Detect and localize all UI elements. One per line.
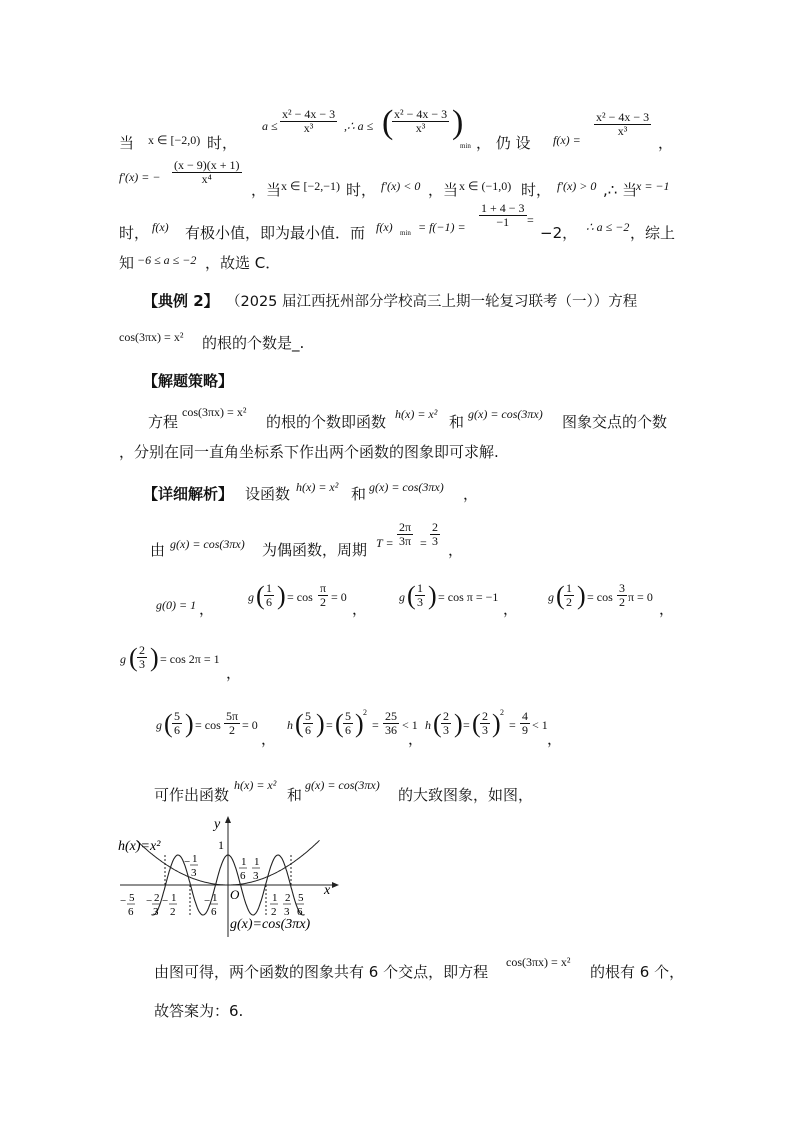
text: 由 [150,541,166,559]
text: 方程 [148,413,179,431]
arg-1-3: $\frac{1}{3}$ [417,581,423,609]
period-T: T = [376,536,394,550]
pi-eq-zero: π = 0 [628,590,653,604]
equals: = [420,536,427,550]
tick-2-3: 2 [285,892,291,904]
g-def: g(x) = cos(3πx) [369,480,444,494]
h-def: h(x) = x² [234,778,277,792]
sep: ， [503,600,519,618]
g-def: g(x) = cos(3πx) [468,407,543,421]
pi-over-2: $\frac{\pi}{2}$ [320,581,327,609]
cos-2pi: = cos 2π = 1 [160,652,220,666]
tick-neg-5-6: − [120,895,127,907]
f-neg1: = f(−1) = [418,220,466,234]
h-def: h(x) = x² [395,407,438,421]
solution-line-1 [0,104,794,154]
text: 设函数 [245,485,291,503]
frac-25-36: $\frac{25}{36}$ [385,709,397,737]
svg-text:5: 5 [129,892,135,904]
left-paren: ( [382,104,394,141]
draw-line [0,778,794,818]
fx: f(x) [152,220,169,234]
text: 和 [287,786,303,804]
sep: ， [261,730,277,748]
tick-neg-1-2: − [162,895,169,907]
y-axis-arrow [225,816,231,823]
tick-neg-1-3-den: 3 [191,867,197,879]
fraction-T: $\frac{2\pi}{3\pi}$ [399,520,412,548]
paren: ( [433,709,442,738]
fraction-fprime: $\frac{(x - 9)(x + 1)}{\text{x⁴}}$ [174,158,240,186]
paren: ( [335,709,344,738]
interval-2: x ∈ (−1,0) [459,179,512,193]
g0: g(0) = 1 [156,598,197,612]
paren: ) [277,581,286,610]
analysis-label: 【详细解析】 [143,485,234,503]
tick-5-6: 5 [298,892,304,904]
svg-text:6: 6 [297,906,303,918]
example-2-line-2 [0,330,794,370]
strategy-label: 【解题策略】 [143,372,234,390]
equation: cos(3πx) = x² [182,405,247,419]
equals: = [463,718,470,732]
g-letter: g [156,718,162,732]
strategy-heading [0,370,794,410]
arg-2-3: $\frac{2}{3}$ [139,643,145,671]
solution-line-3 [0,201,794,248]
paren: ( [407,581,416,610]
tick-neg-1-6: − [204,895,211,907]
square: 2 [500,708,504,717]
therefore-a-le: ,∴ a ≤ [344,119,374,133]
sep: ， [659,600,675,618]
arg-5-6: $\frac{5}{6}$ [174,709,180,737]
fraction-T2: $\frac{2}{3}$ [432,520,438,548]
solution-line-4 [0,249,794,289]
equals: = [372,718,379,732]
solution-line-2 [0,158,794,202]
text: ，当 [251,181,282,199]
y-one-label: 1 [218,838,224,852]
tick-1-3-num: 1 [254,856,260,868]
text: 时， [119,224,150,242]
arg-5-6: $\frac{5}{6}$ [305,709,311,737]
paren: ) [150,643,159,672]
range: −6 ≤ a ≤ −2 [137,253,197,267]
cos-pi: = cos π = −1 [438,590,499,604]
comma: ， [658,134,674,152]
text: 的大致图象，如图， [398,786,534,804]
svg-text:1: 1 [212,892,218,904]
text: ， [463,485,479,503]
tick-1-6-num: 1 [241,856,247,868]
fraction-fmin: $\frac{1 + 4 - 3}{-1}$ [481,201,525,229]
square: 2 [363,708,367,717]
g-label: g(x)=cos(3πx) [230,917,311,932]
g-def: g(x) = cos(3πx) [305,778,380,792]
fprime-pos: f′(x) > 0 [557,179,597,193]
h-letter: h [425,718,431,732]
conclusion-line-1 [0,955,794,995]
tick-1-6-den: 6 [240,870,246,882]
arg-1-6: $\frac{1}{6}$ [266,581,272,609]
value-neg2: −2， [540,224,578,242]
fprime: f′(x) = − [119,170,161,184]
five-pi-halves: $\frac{5\pi}{2}$ [226,709,239,737]
question-text: 的根的个数是_. [202,334,305,352]
equals: = [509,718,516,732]
text: 由图可得，两个函数的图象共有 6 个交点，即方程 [154,963,489,981]
paren: ) [185,709,194,738]
text: ，分别在同一直角坐标系下作出两个函数的图象即可求解. [119,443,499,461]
frac-4-9: $\frac{4}{9}$ [522,709,528,737]
conclusion-line-2 [0,1000,794,1040]
paren: ( [256,581,265,610]
comma: ， [448,541,464,559]
text: ，故选 C． [205,254,281,272]
g-letter: g [248,590,254,604]
equals: = [326,718,333,732]
tick-neg-1-3-num: 1 [192,853,198,865]
sep: ， [226,664,242,682]
svg-text:3: 3 [284,906,290,918]
h-label: h(x)=x² [118,839,161,854]
example-2 [0,290,794,330]
interval-1: x ∈ [−2,−1) [281,179,340,193]
text: 的根有 6 个， [590,963,685,981]
paren: ( [556,581,565,610]
fmin: f(x) [376,220,393,234]
text: 的根的个数即函数 [266,413,387,431]
sep: ， [408,730,424,748]
cos: = cos [287,590,313,604]
text: 时， [346,181,377,199]
tick-neg-1-3: − [184,856,191,868]
tick-1-3-den: 3 [253,870,259,882]
text: ，综上 [630,224,676,242]
svg-text:3: 3 [153,906,159,918]
paren: ) [355,709,364,738]
right-paren: ) [452,104,464,141]
function-graph [110,815,350,940]
analysis-line-2 [0,520,794,565]
text: 图象交点的个数 [562,413,668,431]
fx-def: f(x) = [553,133,581,147]
h-letter: h [287,718,293,732]
subscript-min: min [460,142,471,150]
x-label: x [324,883,331,898]
paren: ) [492,709,501,738]
fraction-3: $\frac{\text{x² − 4x − 3}}{\text{x³}}$ [596,110,650,138]
example-label: 【典例 2】 [143,292,219,310]
text: 有极小值，即为最小值．而 [185,224,366,242]
paren: ( [164,709,173,738]
text-reset: ， 仍 设 [476,134,531,152]
fprime-neg: f′(x) < 0 [381,179,421,193]
svg-text:6: 6 [128,906,134,918]
g-letter: g [120,652,126,666]
three-halves: $\frac{3}{2}$ [619,581,625,609]
fraction-1: $\frac{\text{x² − 4x − 3}}{\text{x³}}$ [282,107,336,135]
text: ，当 [428,181,459,199]
text-shi: 时， [207,134,238,152]
g-letter: g [548,590,554,604]
text: 可作出函数 [154,786,230,804]
y-label: y [214,817,221,832]
ineq-a-le: a ≤ [262,119,278,133]
paren: ( [472,709,481,738]
svg-text:2: 2 [271,906,277,918]
arg-2-3: $\frac{2}{3}$ [443,709,449,737]
equation: cos(3πx) = x² [119,330,184,344]
cos: = cos [195,718,221,732]
sep: ， [199,600,215,618]
paren: ( [129,643,138,672]
less-than-1: < 1 [402,718,418,732]
two-thirds: $\frac{2}{3}$ [482,709,488,737]
less-than-1: < 1 [532,718,548,732]
h-def: h(x) = x² [296,480,339,494]
origin-label: O [230,887,240,902]
paren: ) [428,581,437,610]
analysis-line-1 [0,480,794,520]
text-dang: 当 [119,134,135,152]
text: 和 [449,413,465,431]
arg-1-2: $\frac{1}{2}$ [566,581,572,609]
sep: ， [352,600,368,618]
sep: ， [547,730,563,748]
tick-1-2: 1 [272,892,278,904]
strategy-line-2 [0,441,794,481]
svg-text:6: 6 [211,906,217,918]
paren: ) [577,581,586,610]
text: 时， [521,181,552,199]
equals: = [527,213,534,227]
g-letter: g [399,590,405,604]
equation: cos(3πx) = x² [506,955,571,969]
eq-zero: = 0 [242,718,258,732]
g-def: g(x) = cos(3πx) [170,537,245,551]
cos: = cos [587,590,613,604]
paren: ) [316,709,325,738]
answer: 故答案为：6. [154,1002,244,1020]
five-sixths: $\frac{5}{6}$ [345,709,351,737]
paren: ) [454,709,463,738]
fraction-2: $\frac{\text{x² − 4x − 3}}{\text{x³}}$ [394,107,448,135]
values-row-2 [0,645,794,685]
text: ,∴ 当 [603,181,638,199]
conclusion-a: ∴ a ≤ −2 [586,220,630,234]
subscript-min: min [400,229,411,237]
paren: ( [295,709,304,738]
strategy-line-1 [0,405,794,445]
text: 为偶函数，周期 [262,541,368,559]
x-axis-arrow [332,882,339,888]
tick-neg-2-3: − [146,895,153,907]
svg-text:2: 2 [170,906,176,918]
text: 和 [351,485,367,503]
example-source: （2025 届江西抚州部分学校高三上期一轮复习联考（一））方程 [226,294,638,310]
values-row-1 [0,581,794,625]
text: 知 [119,254,135,272]
svg-text:1: 1 [171,892,177,904]
eq-zero: = 0 [331,590,347,604]
interval-x: x ∈ [−2,0) [148,133,201,147]
svg-text:2: 2 [154,892,160,904]
values-row-3 [0,708,794,752]
x-eq-neg1: x = −1 [636,179,670,193]
